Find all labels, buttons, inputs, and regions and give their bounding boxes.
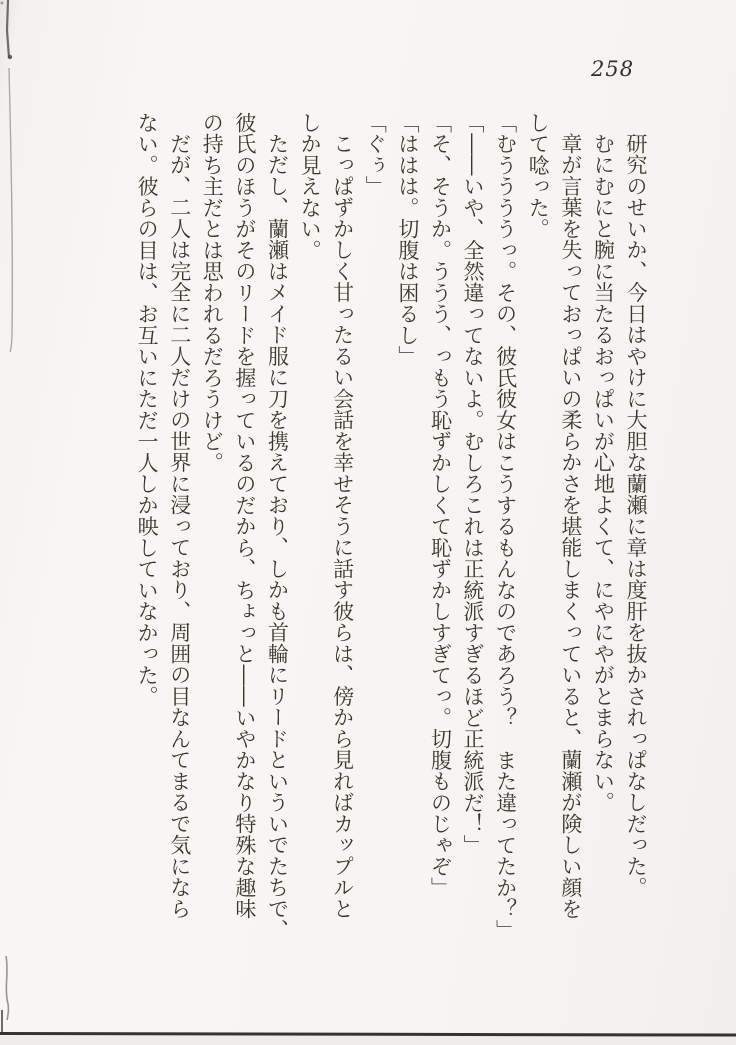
text-line: 「――いや、全然違ってないよ。むしろこれは正統派すぎるほど正統派だ！」: [461, 112, 486, 856]
text-line: ただし、蘭瀬はメイド服に刀を携えており、しかも首輪にリードといういでたちで、: [265, 133, 290, 941]
text-line: 「むううううっ。その、彼氏彼女はこうするもんなのであろう？ また違ってたか？」: [493, 112, 518, 941]
text-line: ない。彼らの目は、お互いにただ一人しか映していなかった。: [135, 112, 160, 707]
body-text: [131, 112, 653, 964]
text-line: 「ぐぅ」: [363, 112, 388, 197]
page-bottom-margin: [0, 1036, 736, 1045]
text-line: して唸った。: [526, 112, 551, 240]
text-line: 研究のせいか、今日はやけに大胆な蘭瀬に章は度肝を抜かされっぱなしだった。: [624, 133, 648, 898]
text-line: 「そ、そうか。ううう、っもう恥ずかしくて恥ずかしすぎてっ。切腹ものじゃぞ」: [428, 112, 453, 899]
text-line: 章が言葉を失っておっぱいの柔らかさを堪能しまくっていると、蘭瀬が険しい顔を: [558, 133, 583, 920]
text-line: 「ははは。切腹は困るし」: [395, 112, 420, 367]
text-line: の持ち主だとは思われるだろうけど。: [200, 112, 225, 474]
text-line: こっぱずかしく甘ったるい会話を幸せそうに話す彼らは、傍から見ればカップルと: [330, 133, 355, 920]
text-line: だが、二人は完全に二人だけの世界に浸っており、周囲の目なんてまるで気になら: [167, 133, 192, 920]
text-line: むにむにと腕に当たるおっぱいが心地よくて、にやにやがとまらない。: [591, 133, 616, 813]
text-line: しか見えない。: [298, 112, 323, 261]
text-line: 彼氏のほうがそのリードを握っているのだから、ちょっと――いやかなり特殊な趣味: [232, 112, 257, 920]
scan-artifact-left-edge: [0, 0, 26, 1045]
page-number: 258: [591, 57, 635, 81]
